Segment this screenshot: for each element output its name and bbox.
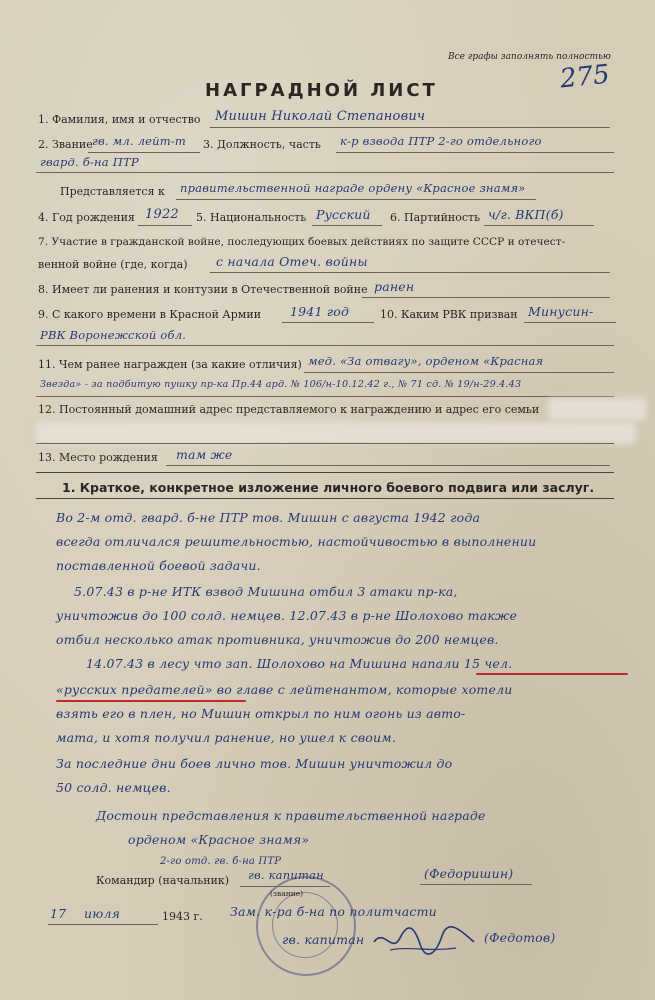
- date-month: июля: [84, 906, 121, 921]
- field-6-value: ч/г. ВКП(б): [488, 207, 564, 222]
- presented-label: Представляется к: [60, 185, 165, 198]
- presented-value: правительственной награде ордену «Красное знамя»: [180, 181, 526, 195]
- commander-rank: гв. капитан: [248, 868, 324, 882]
- field-9-value: 1941 год: [290, 304, 350, 319]
- field-13-value: там же: [176, 447, 233, 462]
- underline: [484, 225, 594, 226]
- underline: [524, 322, 616, 323]
- narrative-line-13: Достоин представления к правительственной награде: [96, 808, 486, 823]
- red-pencil-underline: [476, 673, 628, 675]
- underline: [36, 443, 614, 444]
- narrative-line-11: За последние дни боев лично тов. Мишин уничтожил до: [56, 756, 453, 771]
- page-title: НАГРАДНОЙ ЛИСТ: [205, 80, 438, 101]
- narrative-line-8: «русских предателей» во главе с лейтенантом, которые хотели: [56, 682, 513, 697]
- section-title: 1. Краткое, конкретное изложение личного боевого подвига или заслуг.: [62, 480, 595, 495]
- field-6-label: 6. Партийность: [390, 211, 481, 224]
- narrative-line-4: 5.07.43 в р-не ИТК взвод Мишина отбил 3 атаки пр-ка,: [74, 584, 458, 599]
- redacted-area: [548, 398, 646, 420]
- field-2-label: 2. Звание: [38, 138, 93, 151]
- field-1-label: 1. Фамилия, имя и отчество: [38, 113, 201, 126]
- narrative-line-6: отбил несколько атак противника, уничтожив до 200 немцев.: [56, 632, 499, 647]
- underline: [420, 884, 532, 885]
- section-divider: [36, 498, 614, 499]
- underline: [282, 322, 374, 323]
- field-4-value: 1922: [145, 207, 179, 222]
- underline: [362, 297, 610, 298]
- narrative-line-9: взять его в плен, но Мишин открыл по ним огонь из авто-: [56, 706, 466, 721]
- field-11-value-cont: Звезда» - за подбитую пушку пр-ка Пр.44 ард. № 106/н-10.12.42 г., № 71 сд. № 19/н-29.4.43: [40, 379, 522, 390]
- deputy-name: (Федотов): [484, 930, 556, 945]
- field-11-label: 11. Чем ранее награжден (за какие отличия): [38, 358, 302, 371]
- field-8-value: ранен: [374, 279, 415, 294]
- field-11-value: мед. «За отвагу», орденом «Красная: [308, 354, 544, 368]
- deputy-title: Зам. к-ра б-на по политчасти: [230, 904, 437, 919]
- narrative-line-14: орденом «Красное знамя»: [128, 832, 310, 847]
- field-7-label-cont: венной войне (где, когда): [38, 258, 188, 271]
- underline: [48, 924, 158, 925]
- underline: [176, 199, 536, 200]
- field-8-label: 8. Имеет ли ранения и контузии в Отечественной войне: [38, 283, 368, 296]
- field-10-label: 10. Каким РВК призван: [380, 308, 518, 321]
- field-7-label: 7. Участие в гражданской войне, последующих боевых действиях по защите СССР и отечест-: [38, 236, 566, 248]
- underline: [166, 465, 610, 466]
- field-12-label: 12. Постоянный домашний адрес представляемого к награждению и адрес его семьи: [38, 403, 540, 416]
- field-3-label: 3. Должность, часть: [203, 138, 321, 151]
- field-3-value-cont: гвард. б-на ПТР: [40, 155, 139, 169]
- underline: [312, 225, 382, 226]
- underline: [240, 886, 330, 887]
- underline: [36, 172, 614, 173]
- narrative-line-10: мата, и хотя получил ранение, но ушел к своим.: [56, 730, 397, 745]
- archive-number: 275: [558, 59, 612, 95]
- underline: [304, 372, 614, 373]
- rank-caption: (звание): [270, 889, 304, 898]
- field-10-value: Минусин-: [528, 304, 594, 319]
- official-stamp-inner: [272, 892, 338, 958]
- narrative-line-2: всегда отличался решительностью, настойчивостью в выполнении: [56, 534, 537, 549]
- commander-unit: 2-го отд. гв. б-на ПТР: [160, 856, 282, 867]
- date-day: 17: [50, 906, 67, 921]
- field-7-value: с начала Отеч. войны: [216, 254, 368, 269]
- field-13-label: 13. Место рождения: [38, 451, 158, 464]
- field-3-value: к-р взвода ПТР 2-го отдельного: [340, 134, 542, 148]
- underline: [138, 225, 192, 226]
- narrative-line-3: поставленной боевой задачи.: [56, 558, 261, 573]
- deputy-rank: гв. капитан: [282, 932, 365, 947]
- section-divider: [36, 472, 614, 473]
- narrative-line-1: Во 2-м отд. гвард. б-не ПТР тов. Мишин с августа 1942 года: [56, 510, 481, 525]
- handwritten-signature: [370, 920, 480, 960]
- narrative-line-12: 50 солд. немцев.: [56, 780, 171, 795]
- underline: [36, 396, 614, 397]
- commander-name: (Федоришин): [424, 866, 514, 881]
- underline: [336, 152, 614, 153]
- underline: [210, 272, 610, 273]
- underline: [210, 127, 610, 128]
- underline: [88, 152, 200, 153]
- narrative-line-7: 14.07.43 в лесу что зап. Шолохово на Мишина напали 15 чел.: [86, 656, 513, 671]
- top-note: Все графы заполнять полностью: [448, 52, 611, 62]
- date-year: 1943 г.: [162, 910, 203, 923]
- field-5-value: Русский: [316, 207, 371, 222]
- field-9-label: 9. С какого времени в Красной Армии: [38, 308, 262, 321]
- commander-label: Командир (начальник): [96, 874, 230, 887]
- redacted-area: [36, 422, 636, 444]
- field-5-label: 5. Национальность: [196, 211, 307, 224]
- field-2-value: гв. мл. лейт-т: [92, 134, 187, 148]
- field-4-label: 4. Год рождения: [38, 211, 135, 224]
- underline: [36, 345, 614, 346]
- red-pencil-underline: [56, 700, 246, 702]
- field-10-value-cont: РВК Воронежской обл.: [40, 328, 187, 342]
- field-1-value: Мишин Николай Степанович: [215, 109, 426, 124]
- narrative-line-5: уничтожив до 100 солд. немцев. 12.07.43 в р-не Шолохово также: [56, 608, 518, 623]
